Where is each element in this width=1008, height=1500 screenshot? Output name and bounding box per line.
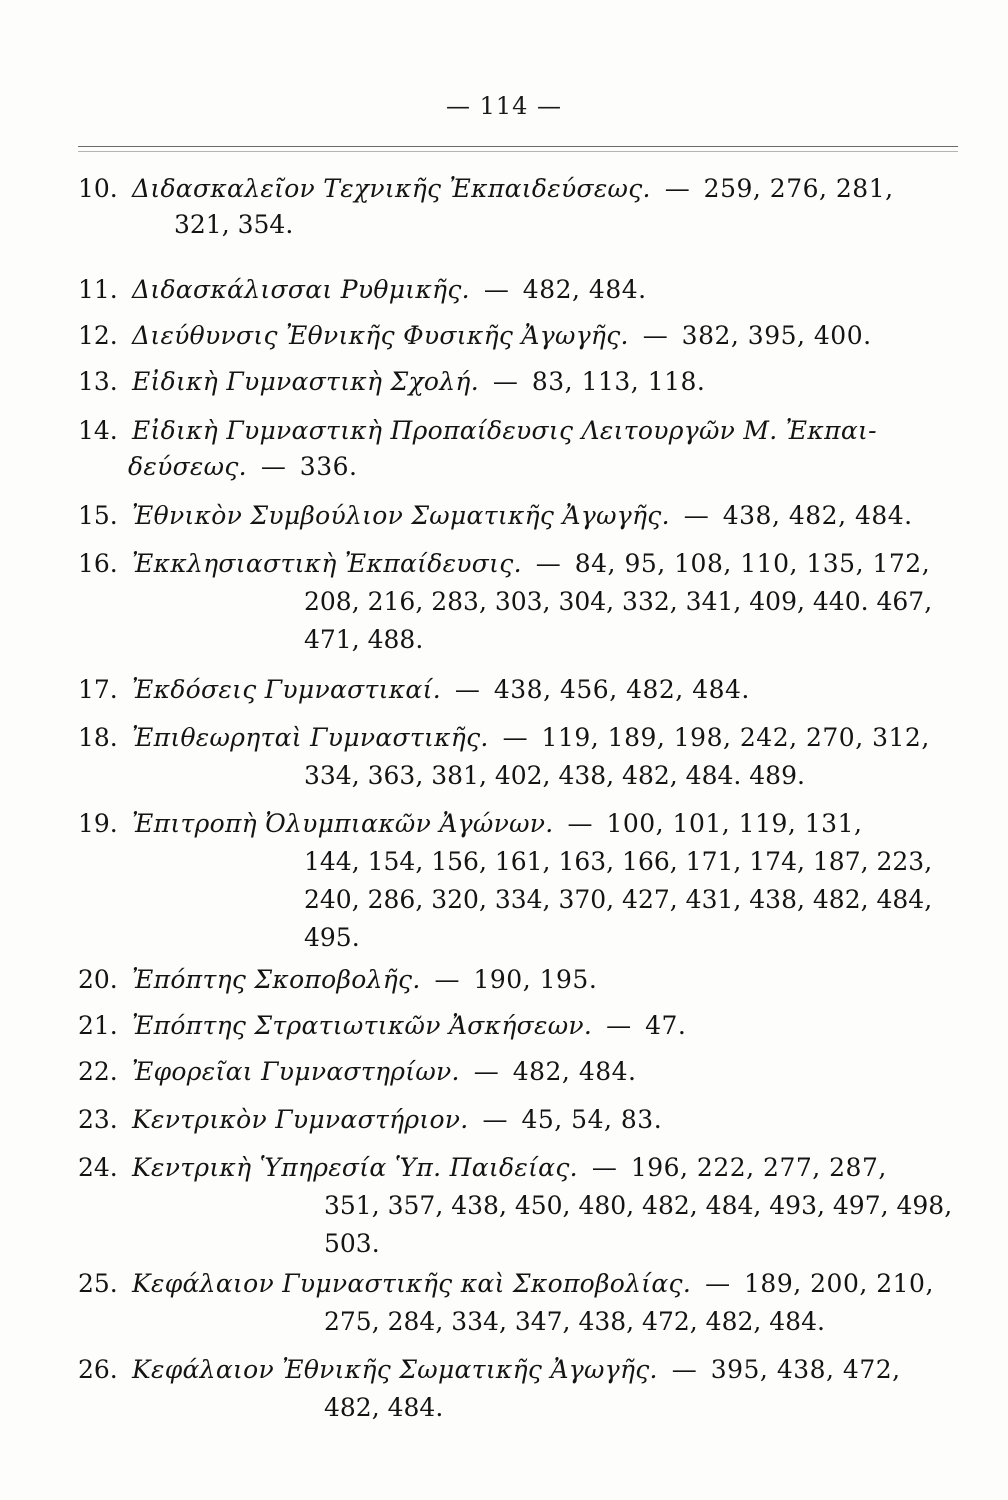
entry-dash: —	[492, 367, 518, 396]
entry-dash: —	[535, 549, 561, 578]
entry-title: Ἐπόπτης Στρατιωτικῶν Ἀσκήσεων.	[132, 1011, 593, 1040]
index-entry	[78, 806, 958, 956]
entry-title: Ἐφορεῖαι Γυμναστηρίων.	[132, 1057, 460, 1086]
index-entry	[78, 1266, 958, 1340]
index-entry	[78, 272, 958, 308]
entry-pages: 47.	[645, 1011, 687, 1040]
entry-pages: 482, 484.	[512, 1057, 637, 1086]
entry-dash: —	[260, 452, 286, 481]
entry-number: 21.	[78, 1011, 118, 1040]
entry-pages: 482, 484.	[522, 275, 647, 304]
entry-title: Εἰδικὴ Γυμναστικὴ Προπαίδευσις Λειτουργῶν Μ. Ἐκπαι-	[132, 416, 877, 445]
index-entry	[78, 498, 958, 534]
entry-title: Κεντρικὴ Ὑπηρεσία Ὑπ. Παιδείας.	[132, 1153, 578, 1182]
entry-number: 12.	[78, 321, 118, 350]
entry-continuation: 208, 216, 283, 303, 304, 332, 341, 409, 440. 467,	[304, 587, 933, 616]
index-entry	[78, 672, 958, 708]
entry-pages: 45, 54, 83.	[521, 1105, 663, 1134]
entry-continuation: 351, 357, 438, 450, 480, 482, 484, 493, 497, 498,	[324, 1191, 953, 1220]
entry-dash: —	[567, 809, 593, 838]
entry-number: 18.	[78, 723, 118, 752]
index-entry	[78, 546, 958, 658]
entry-continuation: 334, 363, 381, 402, 438, 482, 484. 489.	[304, 761, 805, 790]
entry-title: Ἐκκλησιαστικὴ Ἐκπαίδευσις.	[132, 549, 522, 578]
entry-title: Ἐπόπτης Σκοποβολῆς.	[132, 965, 421, 994]
entry-pages: 190, 195.	[473, 965, 598, 994]
entry-number: 19.	[78, 809, 118, 838]
entry-dash: —	[473, 1057, 499, 1086]
index-entry	[78, 171, 958, 243]
entry-dash: —	[671, 1355, 697, 1384]
entry-continuation: 275, 284, 334, 347, 438, 472, 482, 484.	[324, 1307, 825, 1336]
entry-number: 24.	[78, 1153, 118, 1182]
entry-pages: 83, 113, 118.	[531, 367, 706, 396]
entry-number: 15.	[78, 501, 118, 530]
entry-dash: —	[606, 1011, 632, 1040]
entry-continuation: 495.	[304, 923, 360, 952]
index-entry	[78, 962, 958, 998]
entry-continuation: 482, 484.	[324, 1393, 444, 1422]
entry-dash: —	[483, 275, 509, 304]
header-rule-thin	[78, 151, 958, 152]
entry-continuation: 144, 154, 156, 161, 163, 166, 171, 174, 187, 223,	[304, 847, 933, 876]
index-entry	[78, 413, 958, 485]
entry-dash: —	[705, 1269, 731, 1298]
index-entry	[78, 1054, 958, 1090]
entry-title: Ἐπιτροπὴ Ὀλυμπιακῶν Ἀγώνων.	[132, 809, 554, 838]
index-entry	[78, 364, 958, 400]
header-rule	[78, 146, 958, 147]
entry-dash: —	[683, 501, 709, 530]
entry-continuation: 240, 286, 320, 334, 370, 427, 431, 438, 482, 484,	[304, 885, 933, 914]
entry-title: Κεφάλαιον Ἐθνικῆς Σωματικῆς Ἀγωγῆς.	[132, 1355, 658, 1384]
entry-pages: 336.	[299, 452, 358, 481]
entry-title: Ἐθνικὸν Συμβούλιον Σωματικῆς Ἀγωγῆς.	[132, 501, 670, 530]
entry-title: Ἐπιθεωρηταὶ Γυμναστικῆς.	[132, 723, 489, 752]
index-entry	[78, 720, 958, 794]
index-entry	[78, 1352, 958, 1426]
entry-number: 23.	[78, 1105, 118, 1134]
entry-number: 26.	[78, 1355, 118, 1384]
entry-pages: 119, 189, 198, 242, 270, 312,	[541, 723, 930, 752]
entry-pages: 189, 200, 210,	[744, 1269, 934, 1298]
entry-number: 22.	[78, 1057, 118, 1086]
entry-number: 10.	[78, 174, 118, 203]
entry-pages: 196, 222, 277, 287,	[630, 1153, 887, 1182]
entry-title: Ἐκδόσεις Γυμναστικαί.	[132, 675, 441, 704]
entry-title: Εἰδικὴ Γυμναστικὴ Σχολή.	[132, 367, 479, 396]
entry-pages: 382, 395, 400.	[681, 321, 872, 350]
entry-title: Κεφάλαιον Γυμναστικῆς καὶ Σκοποβολίας.	[132, 1269, 692, 1298]
entry-pages: 259, 276, 281,	[703, 174, 894, 203]
entry-pages: 84, 95, 108, 110, 135, 172,	[574, 549, 931, 578]
index-entry	[78, 1008, 958, 1044]
entry-number: 16.	[78, 549, 118, 578]
entry-dash: —	[482, 1105, 508, 1134]
entry-dash: —	[642, 321, 668, 350]
entry-title: Διεύθυνσις Ἐθνικῆς Φυσικῆς Ἀγωγῆς.	[132, 321, 629, 350]
index-entry	[78, 1150, 958, 1262]
entry-continuation: 503.	[324, 1229, 380, 1258]
entry-pages: 395, 438, 472,	[710, 1355, 901, 1384]
entry-number: 13.	[78, 367, 118, 396]
entry-number: 20.	[78, 965, 118, 994]
entry-title-continuation: δεύσεως.	[128, 452, 247, 481]
entry-continuation: 321, 354.	[174, 210, 294, 239]
index-entry	[78, 1102, 958, 1138]
entry-dash: —	[434, 965, 460, 994]
index-entry	[78, 318, 958, 354]
entry-dash: —	[591, 1153, 617, 1182]
entry-title: Κεντρικὸν Γυμναστήριον.	[132, 1105, 469, 1134]
entry-dash: —	[664, 174, 690, 203]
entry-continuation: 471, 488.	[304, 625, 424, 654]
entry-title: Διδασκάλισσαι Ρυθμικῆς.	[132, 275, 470, 304]
entry-number: 17.	[78, 675, 118, 704]
entry-pages: 438, 482, 484.	[722, 501, 913, 530]
entry-pages: 100, 101, 119, 131,	[606, 809, 863, 838]
entry-dash: —	[502, 723, 528, 752]
entry-number: 14.	[78, 416, 118, 445]
entry-title: Διδασκαλεῖον Τεχνικῆς Ἐκπαιδεύσεως.	[132, 174, 651, 203]
entry-number: 25.	[78, 1269, 118, 1298]
entry-number: 11.	[78, 275, 118, 304]
entry-pages: 438, 456, 482, 484.	[493, 675, 750, 704]
page-number: — 114 —	[445, 92, 563, 120]
entry-dash: —	[454, 675, 480, 704]
